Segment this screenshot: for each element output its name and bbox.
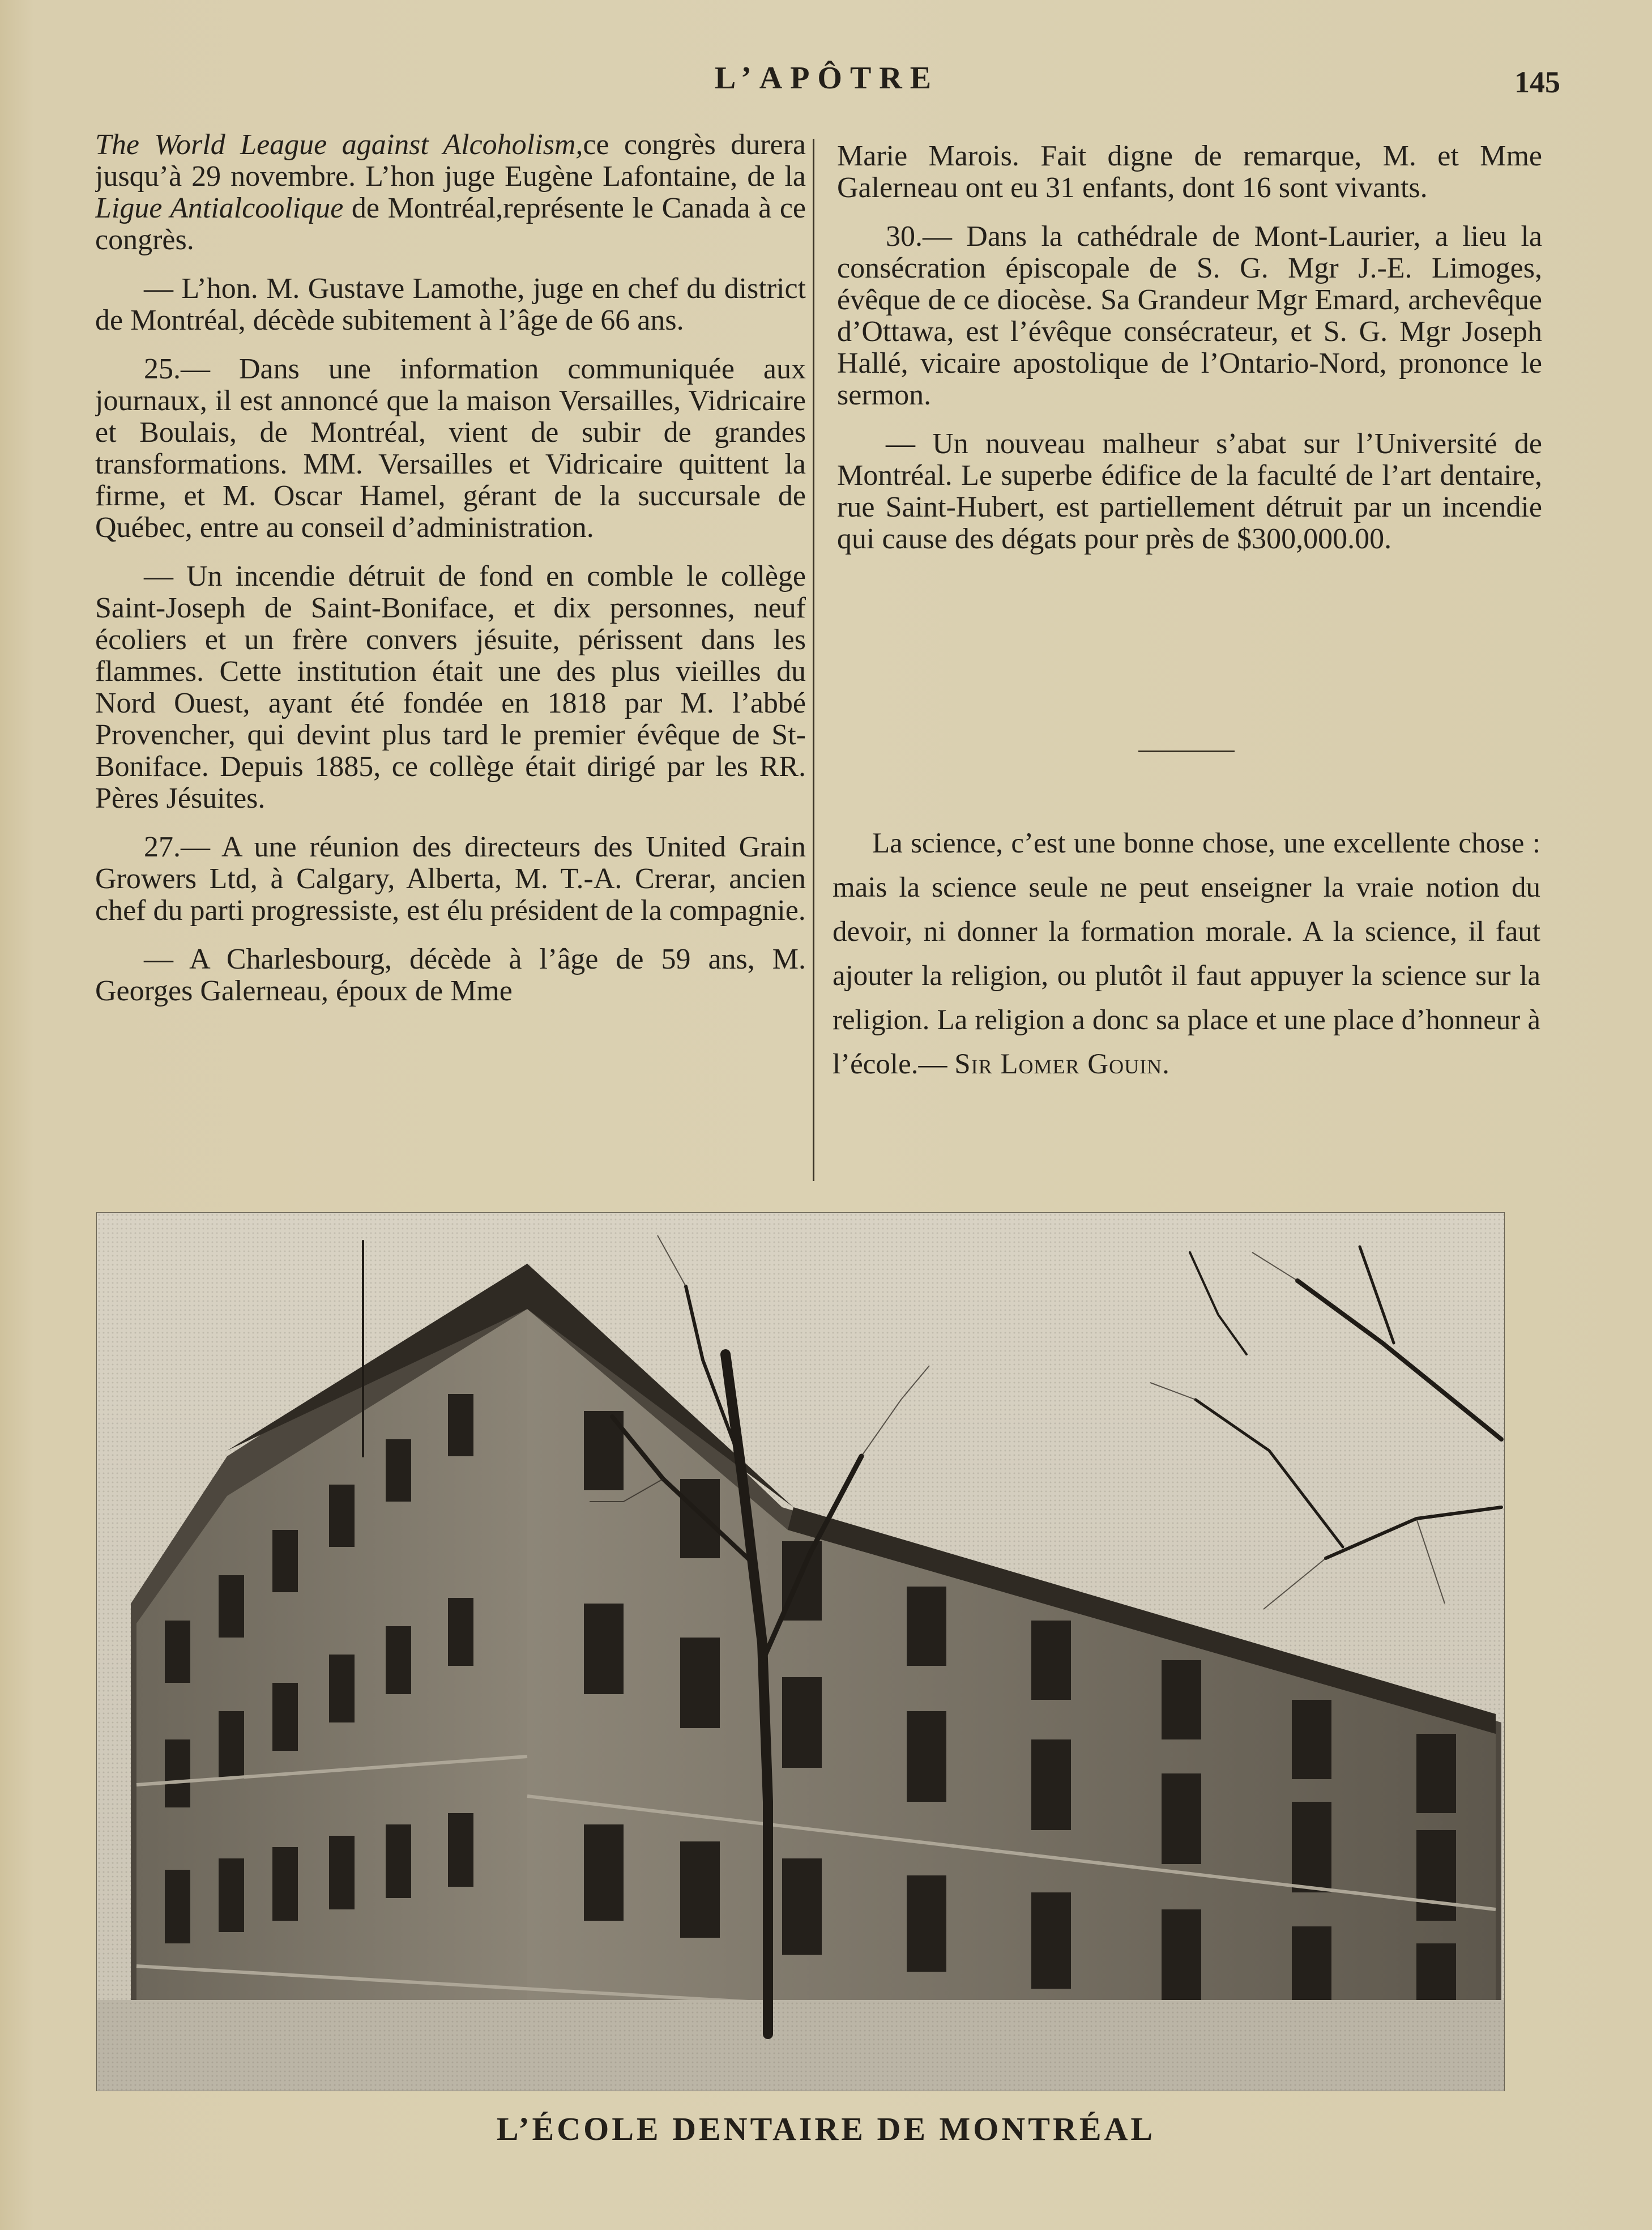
page-number: 145 bbox=[1514, 65, 1560, 99]
paragraph-lamothe: — L’hon. M. Gustave Lamothe, juge en chef du district de Montréal, décède subitement à l’âge de 66 ans. bbox=[95, 272, 806, 336]
paragraph-charlesbourg: — A Charlesbourg, décède à l’âge de 59 ans, M. Georges Galerneau, époux de Mme bbox=[95, 943, 806, 1007]
paragraph-mont-laurier: 30.— Dans la cathédrale de Mont-Laurier, a lieu la consécration épiscopale de S. G. Mgr J.-E. Limoges, évêque de ce diocèse. Sa Grandeur Mgr Emard, archevêque d’Ottawa, est l’évêque consécrateur, et S. G. Mgr Joseph Hallé, vicaire apostolique de l’Ontario-Nord, prononce le sermon. bbox=[837, 220, 1542, 411]
paragraph-world-league bbox=[95, 129, 806, 256]
ligue-title: Ligue Antialcoolique bbox=[95, 192, 344, 224]
paragraph-galerneau: Marie Marois. Fait digne de remarque, M. et Mme Galerneau ont eu 31 enfants, dont 16 sont vivants. bbox=[837, 140, 1542, 204]
world-league-text-a: ce congrès durera jusqu’à 29 novembre. L’hon juge Eugène Lafontaine, de la bbox=[95, 129, 806, 193]
world-league-title: The World League against Alcoholism, bbox=[95, 129, 583, 161]
world-league-text-b: de Montréal,représente le Canada à ce congrès. bbox=[95, 192, 806, 256]
left-column bbox=[95, 129, 806, 1183]
right-column bbox=[837, 140, 1542, 707]
gouin-quote bbox=[833, 821, 1540, 1184]
paragraph-saint-boniface: — Un incendie détruit de fond en comble le collège Saint-Joseph de Saint-Boniface, et dix personnes, neuf écoliers et un frère convers jésuite, périssent dans les flammes. Cette institution était une des plus vieilles du Nord Ouest, ayant été fondée en 1818 par M. l’abbé Provencher, qui devint plus tard le premier évêque de St-Boniface. Depuis 1885, ce collège était dirigé par les RR. Pères Jésuites. bbox=[95, 560, 806, 815]
page-header bbox=[0, 60, 1652, 105]
school-photograph bbox=[96, 1212, 1505, 2091]
paragraph-grain-growers: 27.— A une réunion des directeurs des United Grain Growers Ltd, à Calgary, Alberta, M. T.-A. Crerar, ancien chef du parti progressiste, est élu président de la compagnie. bbox=[95, 831, 806, 927]
quote-author: Sir Lomer Gouin. bbox=[954, 1048, 1170, 1080]
paragraph-universite: — Un nouveau malheur s’abat sur l’Université de Montréal. Le superbe édifice de la faculté de l’art dentaire, rue Saint-Hubert, est partiellement détruit par un incendie qui cause des dégats pour près de $300,000.00. bbox=[837, 428, 1542, 555]
running-title: L’APÔTRE bbox=[714, 61, 940, 96]
quote-text: La science, c’est une bonne chose, une excellente chose : mais la science seule ne peut enseigner la vraie notion du devoir, ni donner la formation morale. A la science, il faut ajouter la religion, ou plutôt il faut appuyer la science sur la religion. La religion a donc sa place et une place d’honneur à l’école.— bbox=[833, 828, 1540, 1080]
section-rule bbox=[1138, 751, 1235, 752]
photo-caption: L’ÉCOLE DENTAIRE DE MONTRÉAL bbox=[496, 2110, 1156, 2147]
paragraph-versailles: 25.— Dans une information communiquée aux journaux, il est annoncé que la maison Versailles, Vidricaire et Boulais, de Montréal, vient de subir de grandes transformations. MM. Versailles et Vidricaire quittent la firme, et M. Oscar Hamel, gérant de la succursale de Québec, entre au conseil d’administration. bbox=[95, 353, 806, 544]
column-divider bbox=[813, 139, 814, 1181]
